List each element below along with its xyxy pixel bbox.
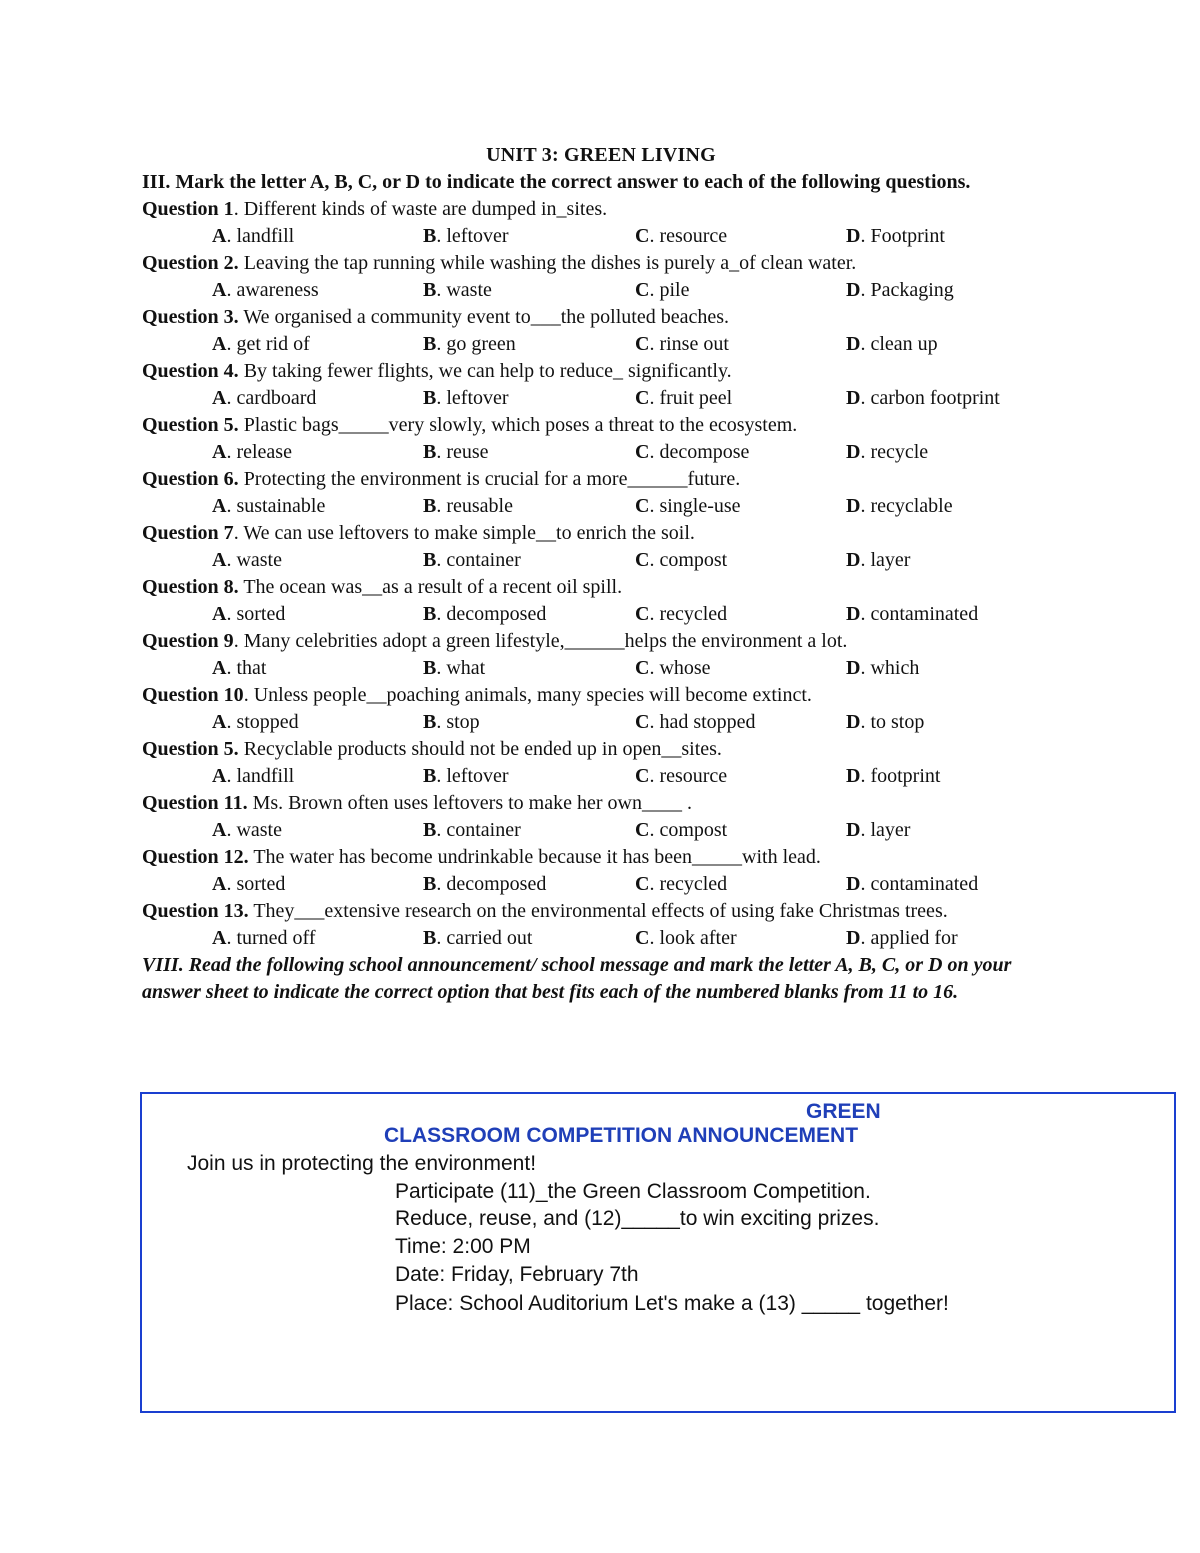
option-letter: B [423, 765, 437, 787]
option-letter: C [635, 927, 650, 949]
option-text: Packaging [870, 279, 954, 301]
option-text: sorted [236, 873, 286, 895]
option-b[interactable]: B. container [423, 549, 521, 571]
option-d[interactable]: D. layer [846, 819, 911, 841]
option-c[interactable]: C. compost [635, 819, 728, 841]
option-a[interactable]: A. landfill [212, 765, 295, 787]
answer-options [142, 493, 1042, 520]
option-letter: A [212, 387, 227, 409]
option-text: container [446, 549, 521, 571]
option-c[interactable]: C. had stopped [635, 711, 756, 733]
option-letter: C [635, 819, 650, 841]
option-text: waste [236, 819, 282, 841]
option-letter: A [212, 495, 227, 517]
answer-options [142, 439, 1042, 466]
option-d[interactable]: D. contaminated [846, 603, 979, 625]
question-label: Question 13. [142, 900, 249, 922]
option-text: resource [659, 765, 728, 787]
option-letter: B [423, 873, 437, 895]
question-stem [142, 628, 1042, 655]
option-letter: D [846, 549, 861, 571]
option-b[interactable]: B. decomposed [423, 873, 547, 895]
option-text: contaminated [870, 873, 979, 895]
option-text: recycled [659, 873, 728, 895]
option-text: had stopped [659, 711, 756, 733]
question-text: Leaving the tap running while washing the dishes is purely a_of clean water. [238, 252, 857, 274]
option-letter: C [635, 387, 650, 409]
answer-options [142, 331, 1042, 358]
option-text: carried out [446, 927, 533, 949]
question-stem [142, 682, 1042, 709]
question-text: The water has become undrinkable because it has been_____with lead. [248, 846, 821, 868]
option-b[interactable]: B. decomposed [423, 603, 547, 625]
question-text: Plastic bags_____very slowly, which poses a threat to the ecosystem. [238, 414, 798, 436]
option-text: waste [446, 279, 492, 301]
option-letter: D [846, 765, 861, 787]
option-text: layer [870, 549, 911, 571]
option-d[interactable]: D. layer [846, 549, 911, 571]
option-text: landfill [236, 765, 295, 787]
option-letter: C [635, 333, 650, 355]
option-letter: A [212, 873, 227, 895]
option-c[interactable]: C. fruit peel [635, 387, 733, 409]
option-d[interactable]: D. Packaging [846, 279, 954, 301]
option-letter: D [846, 819, 861, 841]
question-text: Ms. Brown often uses leftovers to make her own____ . [247, 792, 692, 814]
question-text: By taking fewer flights, we can help to reduce_ significantly. [238, 360, 732, 382]
option-letter: B [423, 603, 437, 625]
option-letter: B [423, 495, 437, 517]
option-text: what [446, 657, 486, 679]
option-letter: A [212, 765, 227, 787]
announcement-line-time: Time: 2:00 PM [395, 1235, 531, 1258]
question-stem [142, 790, 1042, 817]
option-letter: A [212, 819, 227, 841]
answer-options [142, 385, 1042, 412]
option-letter: A [212, 657, 227, 679]
option-b[interactable]: B. leftover [423, 765, 509, 787]
question-label: Question 10 [142, 684, 244, 706]
question-label: Question 7 [142, 522, 234, 544]
option-text: stopped [236, 711, 299, 733]
question-text: The ocean was__as a result of a recent oil spill. [238, 576, 623, 598]
question-list [142, 196, 1042, 952]
question-stem [142, 898, 1042, 925]
option-letter: A [212, 549, 227, 571]
option-text: single-use [659, 495, 741, 517]
option-a[interactable]: A. that [212, 657, 267, 679]
answer-options [142, 709, 1042, 736]
option-c[interactable]: C. whose [635, 657, 711, 679]
option-text: to stop [870, 711, 925, 733]
answer-options [142, 547, 1042, 574]
option-text: leftover [446, 765, 509, 787]
option-d[interactable]: D. recyclable [846, 495, 953, 517]
option-letter: A [212, 927, 227, 949]
question-text: . Unless people__poaching animals, many species will become extinct. [243, 684, 812, 706]
option-a[interactable]: A. turned off [212, 927, 316, 949]
option-d[interactable]: D. to stop [846, 711, 925, 733]
announcement-title-line2: CLASSROOM COMPETITION ANNOUNCEMENT [384, 1124, 859, 1147]
announcement-line-reduce: Reduce, reuse, and (12)_____to win exciting prizes. [395, 1207, 880, 1230]
option-letter: B [423, 279, 437, 301]
option-text: reusable [446, 495, 513, 517]
option-letter: D [846, 495, 861, 517]
option-d[interactable]: D. contaminated [846, 873, 979, 895]
question-text: Protecting the environment is crucial for a more______future. [238, 468, 741, 490]
option-text: go green [446, 333, 516, 355]
option-c[interactable]: C. recycled [635, 873, 728, 895]
option-text: container [446, 819, 521, 841]
answer-options [142, 655, 1042, 682]
option-b[interactable]: B. what [423, 657, 486, 679]
announcement-line-date: Date: Friday, February 7th [395, 1263, 639, 1286]
option-text: rinse out [659, 333, 729, 355]
option-letter: D [846, 927, 861, 949]
option-text: compost [659, 549, 728, 571]
option-letter: C [635, 711, 650, 733]
option-d[interactable]: D. footprint [846, 765, 941, 787]
option-text: awareness [236, 279, 319, 301]
option-letter: C [635, 765, 650, 787]
option-text: leftover [446, 387, 509, 409]
option-text: landfill [236, 225, 295, 247]
option-c[interactable]: C. recycled [635, 603, 728, 625]
question-text: We organised a community event to___the polluted beaches. [238, 306, 729, 328]
question-stem [142, 250, 1042, 277]
question-label: Question 1 [142, 198, 234, 220]
option-letter: C [635, 873, 650, 895]
option-text: cardboard [236, 387, 317, 409]
option-letter: B [423, 225, 437, 247]
option-text: waste [236, 549, 282, 571]
option-text: clean up [870, 333, 938, 355]
option-letter: D [846, 603, 861, 625]
option-letter: A [212, 333, 227, 355]
option-d[interactable]: D. which [846, 657, 920, 679]
option-letter: C [635, 225, 650, 247]
option-a[interactable]: A. waste [212, 819, 282, 841]
announcement-line-place: Place: School Auditorium Let's make a (13) _____ together! [395, 1292, 949, 1315]
option-d[interactable]: D. Footprint [846, 225, 945, 247]
question-text: . Different kinds of waste are dumped in_sites. [233, 198, 608, 220]
announcement-title-line1: GREEN [806, 1100, 881, 1123]
option-letter: A [212, 225, 227, 247]
option-letter: B [423, 711, 437, 733]
option-a[interactable]: A. get rid of [212, 333, 310, 355]
question-label: Question 9 [142, 630, 234, 652]
question-label: Question 4. [142, 360, 239, 382]
option-text: leftover [446, 225, 509, 247]
worksheet-page [142, 142, 1042, 1006]
option-text: which [870, 657, 920, 679]
option-text: recyclable [870, 495, 953, 517]
option-c[interactable]: C. single-use [635, 495, 741, 517]
question-label: Question 2. [142, 252, 239, 274]
option-d[interactable]: D. applied for [846, 927, 958, 949]
answer-options [142, 223, 1042, 250]
option-text: turned off [236, 927, 316, 949]
question-stem [142, 574, 1042, 601]
option-letter: B [423, 927, 437, 949]
option-text: decomposed [446, 603, 547, 625]
option-a[interactable]: A. waste [212, 549, 282, 571]
option-text: pile [659, 279, 690, 301]
option-letter: C [635, 603, 650, 625]
option-text: decomposed [446, 873, 547, 895]
option-b[interactable]: B. waste [423, 279, 492, 301]
option-text: compost [659, 819, 728, 841]
option-text: applied for [870, 927, 958, 949]
option-b[interactable]: B. container [423, 819, 521, 841]
question-stem [142, 736, 1042, 763]
option-text: decompose [659, 441, 750, 463]
option-text: whose [659, 657, 711, 679]
question-label: Question 5. [142, 738, 239, 760]
option-letter: B [423, 387, 437, 409]
option-c[interactable]: C. rinse out [635, 333, 729, 355]
option-text: carbon footprint [870, 387, 1000, 409]
question-stem [142, 466, 1042, 493]
page-title: UNIT 3: GREEN LIVING [486, 144, 716, 166]
option-b[interactable]: B. stop [423, 711, 480, 733]
option-b[interactable]: B. reuse [423, 441, 489, 463]
option-b[interactable]: B. reusable [423, 495, 513, 517]
option-letter: B [423, 549, 437, 571]
question-stem [142, 358, 1042, 385]
answer-options [142, 763, 1042, 790]
announcement-line-participate: Participate (11)_the Green Classroom Competition. [395, 1180, 871, 1203]
option-text: contaminated [870, 603, 979, 625]
question-text: . We can use leftovers to make simple__to enrich the soil. [233, 522, 695, 544]
section-3-heading: III. Mark the letter A, B, C, or D to indicate the correct answer to each of the following questions. [142, 171, 971, 193]
question-stem [142, 412, 1042, 439]
option-b[interactable]: B. leftover [423, 225, 509, 247]
option-letter: D [846, 873, 861, 895]
option-letter: B [423, 819, 437, 841]
option-a[interactable]: A. sustainable [212, 495, 326, 517]
question-label: Question 6. [142, 468, 239, 490]
option-a[interactable]: A. release [212, 441, 292, 463]
option-c[interactable]: C. resource [635, 225, 728, 247]
option-a[interactable]: A. sorted [212, 603, 286, 625]
question-text: They___extensive research on the environmental effects of using fake Christmas trees. [248, 900, 948, 922]
section-8-heading: VIII. Read the following school announcement/ school message and mark the letter A, B, C, or D on your answer sheet to indicate the correct option that best fits each of the numbered blanks from 11 to 16. [142, 954, 1012, 1003]
answer-options [142, 601, 1042, 628]
option-letter: D [846, 657, 861, 679]
option-d[interactable]: D. recycle [846, 441, 929, 463]
answer-options [142, 871, 1042, 898]
option-letter: A [212, 603, 227, 625]
question-text: . Many celebrities adopt a green lifestyle,______helps the environment a lot. [233, 630, 848, 652]
option-text: look after [659, 927, 737, 949]
option-text: fruit peel [659, 387, 733, 409]
announcement-box [140, 1092, 1176, 1413]
question-text: Recyclable products should not be ended up in open__sites. [238, 738, 722, 760]
option-letter: D [846, 711, 861, 733]
question-stem [142, 520, 1042, 547]
answer-options [142, 925, 1042, 952]
option-a[interactable]: A. sorted [212, 873, 286, 895]
answer-options [142, 817, 1042, 844]
option-a[interactable]: A. landfill [212, 225, 295, 247]
option-b[interactable]: B. leftover [423, 387, 509, 409]
option-a[interactable]: A. awareness [212, 279, 319, 301]
option-text: release [236, 441, 292, 463]
answer-options [142, 277, 1042, 304]
question-stem [142, 196, 1042, 223]
question-label: Question 8. [142, 576, 239, 598]
option-letter: D [846, 333, 861, 355]
option-c[interactable]: C. resource [635, 765, 728, 787]
option-a[interactable]: A. cardboard [212, 387, 317, 409]
option-c[interactable]: C. look after [635, 927, 737, 949]
option-text: layer [870, 819, 911, 841]
option-text: recycle [870, 441, 929, 463]
option-c[interactable]: C. pile [635, 279, 690, 301]
question-stem [142, 304, 1042, 331]
option-letter: B [423, 333, 437, 355]
question-label: Question 3. [142, 306, 239, 328]
option-text: get rid of [236, 333, 310, 355]
option-letter: A [212, 711, 227, 733]
option-letter: D [846, 441, 861, 463]
option-letter: C [635, 549, 650, 571]
question-label: Question 12. [142, 846, 249, 868]
option-letter: B [423, 441, 437, 463]
option-text: sustainable [236, 495, 326, 517]
option-letter: D [846, 279, 861, 301]
option-letter: C [635, 441, 650, 463]
option-c[interactable]: C. compost [635, 549, 728, 571]
option-b[interactable]: B. carried out [423, 927, 533, 949]
option-text: Footprint [870, 225, 945, 247]
option-letter: C [635, 495, 650, 517]
question-label: Question 5. [142, 414, 239, 436]
option-text: sorted [236, 603, 286, 625]
option-text: reuse [446, 441, 489, 463]
option-text: resource [659, 225, 728, 247]
option-letter: C [635, 657, 650, 679]
option-c[interactable]: C. decompose [635, 441, 750, 463]
option-text: footprint [870, 765, 941, 787]
option-b[interactable]: B. go green [423, 333, 516, 355]
option-letter: D [846, 387, 861, 409]
option-a[interactable]: A. stopped [212, 711, 299, 733]
option-letter: C [635, 279, 650, 301]
option-text: recycled [659, 603, 728, 625]
option-text: that [236, 657, 267, 679]
option-letter: A [212, 441, 227, 463]
option-d[interactable]: D. clean up [846, 333, 938, 355]
option-letter: D [846, 225, 861, 247]
option-text: stop [446, 711, 480, 733]
announcement-intro: Join us in protecting the environment! [187, 1152, 537, 1175]
question-stem [142, 844, 1042, 871]
option-d[interactable]: D. carbon footprint [846, 387, 1000, 409]
question-label: Question 11. [142, 792, 248, 814]
option-letter: A [212, 279, 227, 301]
option-letter: B [423, 657, 437, 679]
